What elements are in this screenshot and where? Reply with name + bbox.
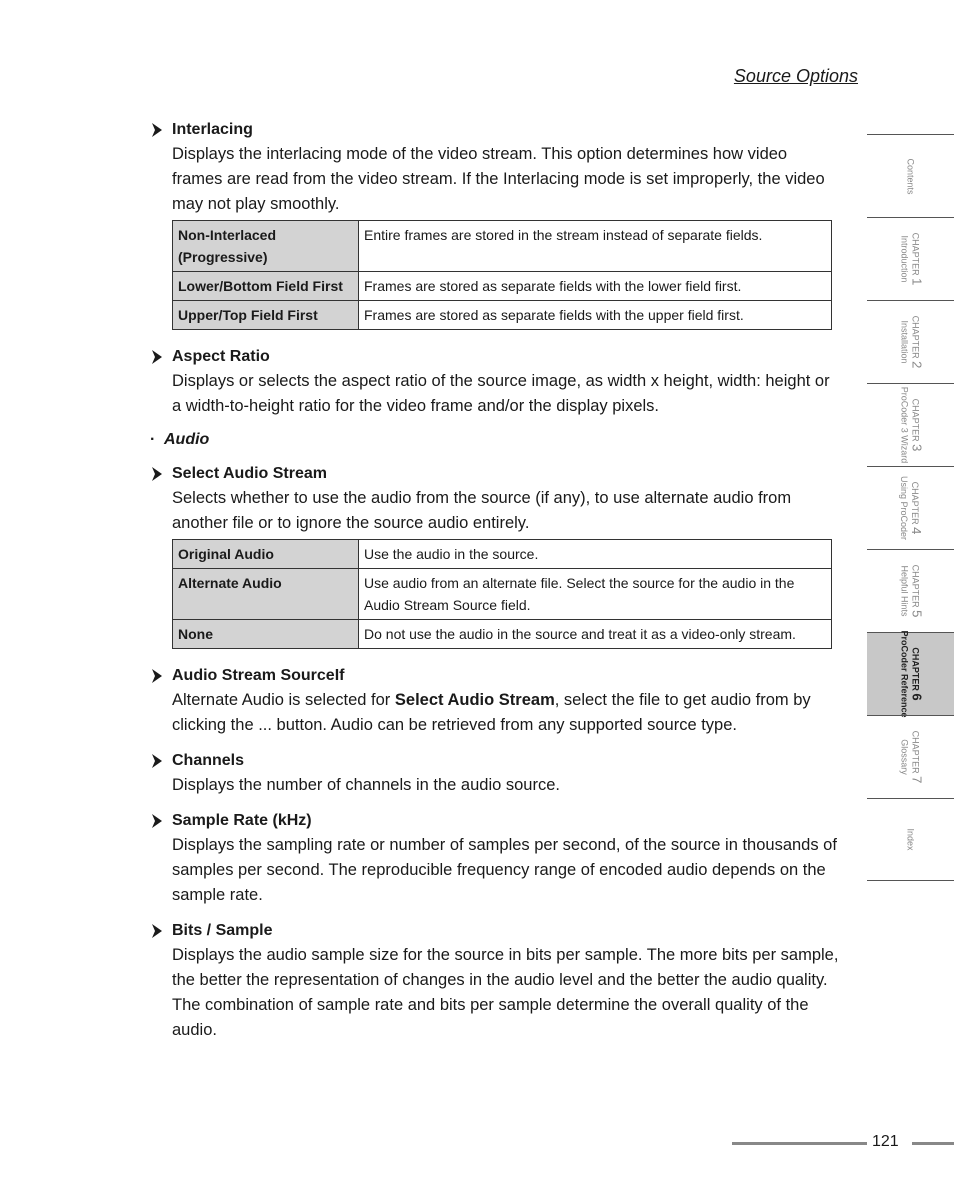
channels-desc: Displays the number of channels in the audio source. [172, 776, 560, 794]
stream-source-desc-bold: Select Audio Stream [394, 691, 555, 709]
bullet-icon: · [150, 431, 156, 448]
table-key: Upper/Top Field First [173, 301, 359, 330]
select-stream-heading [150, 461, 840, 486]
tab-index[interactable] [867, 798, 954, 881]
bits-title: Bits / Sample [172, 922, 273, 939]
interlacing-table [172, 220, 832, 330]
table-value: Use the audio in the source. [359, 540, 832, 569]
tab-label: Introduction [899, 235, 910, 283]
audio-section-heading [150, 429, 840, 451]
audio-stream-table [172, 539, 832, 649]
bits-desc: Displays the audio sample size for the source in bits per sample. The more bits per sample, the better the representation of changes in the audio level and the better the audio quality. The combination of sample rate and bits per sample determine the overall quality of the audio. [172, 946, 839, 1039]
stream-source-desc [172, 688, 840, 738]
tab-chapter-5[interactable] [867, 549, 954, 632]
sample-rate-desc: Displays the sampling rate or number of samples per second, of the source in thousands of samples per second. The reproducible frequency range of encoded audio depends on the sample rate. [172, 836, 837, 904]
sample-rate-heading [150, 808, 840, 833]
tab-chapter: CHAPTER [910, 647, 921, 691]
tab-number: 7 [909, 776, 925, 784]
footer-rule-right [912, 1142, 954, 1145]
select-stream-title: Select Audio Stream [172, 465, 328, 482]
tab-chapter: CHAPTER [910, 315, 921, 359]
main-content [150, 117, 840, 1043]
tab-chapter-3[interactable] [867, 383, 954, 466]
arrow-icon [150, 753, 172, 769]
page-number: 121 [872, 1133, 899, 1150]
sample-rate-title: Sample Rate (kHz) [172, 812, 312, 829]
tab-number: 2 [909, 361, 925, 369]
channels-title: Channels [172, 752, 245, 769]
interlacing-heading [150, 117, 840, 142]
arrow-icon [150, 122, 172, 138]
tab-chapter-7[interactable] [867, 715, 954, 798]
table-row [173, 620, 832, 649]
table-key: Original Audio [173, 540, 359, 569]
aspect-desc: Displays or selects the aspect ratio of the source image, as width x height, width: height or a width-to-height ratio for the video frame and/or the display pixels. [172, 372, 830, 415]
stream-source-title: Audio Stream SourceIf [172, 667, 345, 684]
table-key: None [173, 620, 359, 649]
tab-contents[interactable] [867, 134, 954, 217]
tab-chapter: CHAPTER [910, 730, 921, 774]
tab-label: Helpful Hints [899, 565, 910, 617]
table-row [173, 301, 832, 330]
tab-chapter: CHAPTER [910, 232, 921, 276]
table-value: Entire frames are stored in the stream instead of separate fields. [359, 221, 832, 272]
tab-number: 5 [909, 610, 925, 618]
tab-label: ProCoder 3 Wizard [899, 386, 910, 464]
tab-chapter-6[interactable] [867, 630, 954, 718]
stream-source-desc-pre: Alternate Audio is selected for [172, 691, 395, 709]
interlacing-desc: Displays the interlacing mode of the video stream. This option determines how video frames are read from the video stream. If the Interlacing mode is set improperly, the video may not play smoothly. [172, 145, 825, 213]
chapter-sidebar [867, 134, 954, 881]
stream-source-desc-post: , select the file to get audio from by clicking the ... button. Audio can be retrieved from any supported source type. [172, 691, 811, 734]
tab-label: Index [906, 828, 916, 851]
tab-chapter: CHAPTER [910, 481, 921, 525]
table-key: Non-Interlaced (Progressive) [173, 221, 359, 272]
table-value: Use audio from an alternate file. Select the source for the audio in the Audio Stream Source field. [359, 569, 832, 620]
channels-heading [150, 748, 840, 773]
footer-rule-left [732, 1142, 867, 1145]
arrow-icon [150, 923, 172, 939]
arrow-icon [150, 466, 172, 482]
tab-number: 1 [909, 278, 925, 286]
audio-heading-text: Audio [164, 431, 210, 448]
stream-source-heading [150, 663, 840, 688]
tab-chapter: CHAPTER [910, 398, 921, 442]
table-key: Alternate Audio [173, 569, 359, 620]
table-row [173, 221, 832, 272]
table-key: Lower/Bottom Field First [173, 272, 359, 301]
tab-chapter-4[interactable] [867, 466, 954, 549]
tab-label: Using ProCoder [899, 475, 910, 541]
tab-number: 3 [909, 444, 925, 452]
tab-label: ProCoder Reference [899, 630, 910, 718]
tab-chapter-1[interactable] [867, 217, 954, 300]
bits-heading [150, 918, 840, 943]
tab-chapter: CHAPTER [910, 564, 921, 608]
table-value: Frames are stored as separate fields with the lower field first. [359, 272, 832, 301]
table-row [173, 272, 832, 301]
select-stream-desc: Selects whether to use the audio from the source (if any), to use alternate audio from another file or to ignore the source audio entirely. [172, 489, 792, 532]
arrow-icon [150, 668, 172, 684]
tab-label: Installation [899, 320, 910, 364]
tab-label: Contents [906, 157, 916, 195]
tab-chapter-2[interactable] [867, 300, 954, 383]
table-value: Frames are stored as separate fields with the upper field first. [359, 301, 832, 330]
table-row [173, 569, 832, 620]
aspect-title: Aspect Ratio [172, 348, 270, 365]
table-row [173, 540, 832, 569]
table-value: Do not use the audio in the source and treat it as a video-only stream. [359, 620, 832, 649]
tab-number: 4 [909, 527, 925, 535]
page-title: Source Options [733, 66, 858, 86]
tab-number: 6 [909, 693, 925, 701]
aspect-heading [150, 344, 840, 369]
arrow-icon [150, 813, 172, 829]
interlacing-title: Interlacing [172, 121, 253, 138]
tab-label: Glossary [899, 739, 910, 775]
arrow-icon [150, 349, 172, 365]
